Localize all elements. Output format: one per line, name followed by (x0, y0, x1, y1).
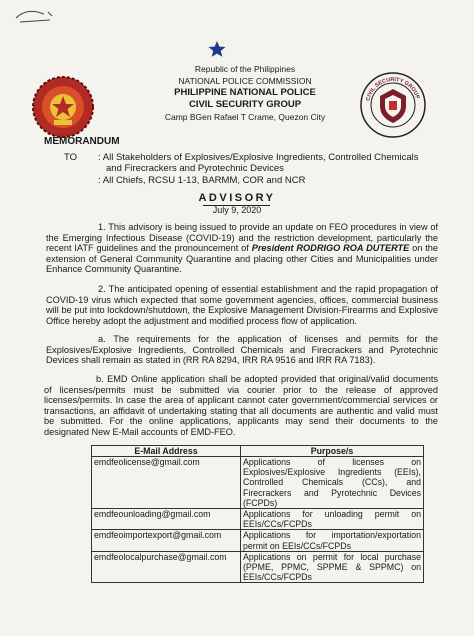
handwritten-mark-icon (14, 6, 58, 28)
paragraph-b-text: b. EMD Online application shall be adopted provided that original/valid documents of licenses/permits must be submitted via courier prior to the release of approved licenses/permits. In case the area of applicant cannot cater government/commercial services or transactions, an affidavit of undertaking stating that all documents are authentic and valid must be submitted. For the online applications, applicants may send their documents to the designated New E-Mail accounts of EMD-FEO. (44, 374, 438, 437)
purpose-cell: Applications for importation/exportation permit on EEIs/CCs/FCPDs (241, 530, 424, 551)
column-header-purpose: Purpose/s (241, 446, 424, 457)
star-flag-icon (207, 40, 227, 58)
paragraph-1-text-end: on the extension of General Community Quarantine and placing other Cities and Municipalities under Enhance Community Quarantine. (46, 243, 438, 275)
memorandum-label: MEMORANDUM (44, 136, 120, 147)
email-cell: emdfeolicense@gmail.com (92, 457, 241, 509)
paragraph-2-text: 2. The anticipated opening of essential establishment and the rapid propagation of COVID-19 virus which expected that some government agencies, offices, commercial business will be put into lockdown/shutdown, the Explosive Management Division-Firearms and Explosive Office hereby adopt the adjustment and modified process flow of application. (46, 284, 438, 326)
to-recipient-line: : All Chiefs, RCSU 1-13, BARMM, COR and NCR (98, 175, 306, 186)
table-row (92, 457, 424, 509)
advisory-date: July 9, 2020 (212, 205, 262, 215)
advisory-title: ADVISORY (198, 192, 276, 204)
paragraph-1-text: 1. This advisory is being issued to provide an update on FEO procedures in view of the Emerging Infectious Disease (COVID-19) and the restriction development, particularly the recent IATF guidelines and the pronouncement of (46, 222, 438, 254)
email-accounts-table (91, 445, 424, 583)
to-recipient-line: : All Stakeholders of Explosives/Explosive Ingredients, Controlled Chemicals (98, 152, 419, 163)
purpose-cell: Applications of licenses on Explosives/Explosive Ingredients (EEIs), Controlled Chemicals (CCs), and Firecrackers and Pyrotechnic Devices (FCPDs) (241, 457, 424, 509)
seal-ring-text: CIVIL SECURITY GROUP (365, 76, 421, 102)
email-cell: emdfeolocalpurchase@gmail.com (92, 551, 241, 583)
purpose-cell: Applications for unloading permit on EEIs/CCs/FCPDs (241, 509, 424, 530)
civil-security-group-seal-icon (360, 72, 426, 138)
table-row (92, 551, 424, 583)
column-header-email: E-Mail Address (92, 446, 241, 457)
header-republic: Republic of the Philippines (194, 64, 296, 74)
pnp-seal-icon (32, 76, 94, 138)
table-row (92, 530, 424, 551)
paragraph-b (44, 374, 438, 438)
president-name: President RODRIGO ROA DUTERTE (251, 243, 410, 254)
to-label: TO (64, 152, 78, 163)
header-agency: PHILIPPINE NATIONAL POLICE (174, 87, 316, 98)
paragraph-a (46, 334, 438, 366)
paragraph-1 (46, 222, 438, 275)
table-row (92, 509, 424, 530)
paragraph-a-text: a. The requirements for the application of licenses and permits for the Explosives/Explosive Ingredients, Controlled Chemicals and Firecrackers and Pyrotechnic Devices shall remain as stated in (RR RA 8294, IRR RA 9516 and IRR RA 7183). (46, 334, 438, 366)
paragraph-2 (46, 284, 438, 326)
email-cell: emdfeoimportexport@gmail.com (92, 530, 241, 551)
purpose-cell: Applications on permit for local purchase (PPME, PPMC, SPPME & SPPMC) on EEIs/CCs/FCPDs (241, 551, 424, 583)
email-cell: emdfeounloading@gmail.com (92, 509, 241, 530)
header-commission: NATIONAL POLICE COMMISSION (178, 76, 312, 86)
header-group: CIVIL SECURITY GROUP (188, 99, 302, 110)
to-recipient-line: and Firecrackers and Pyrotechnic Devices (106, 163, 284, 174)
header-address: Camp BGen Rafael T Crame, Quezon City (164, 112, 326, 122)
